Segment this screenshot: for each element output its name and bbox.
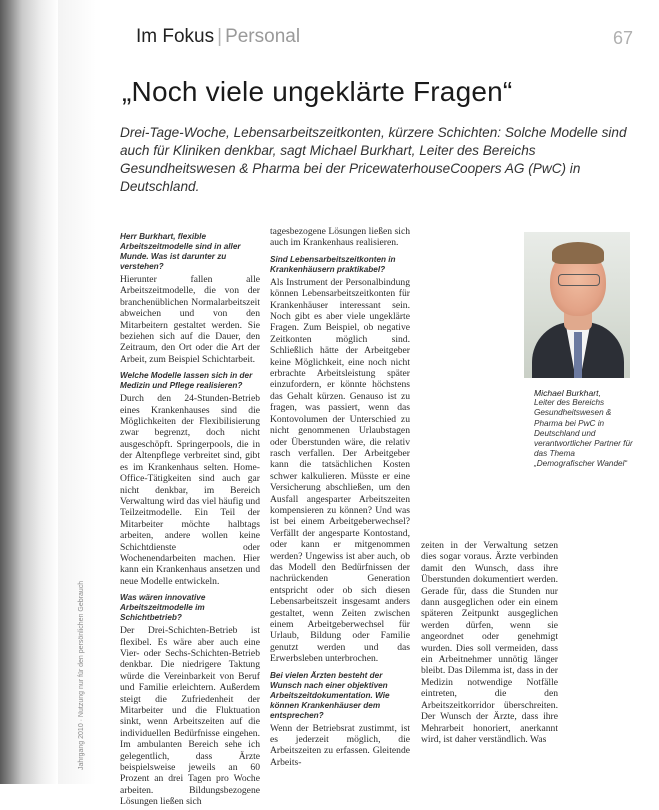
section-category: Personal <box>225 26 301 47</box>
interview-question: Welche Modelle lassen sich in der Medizin und Pflege realisieren? <box>120 371 253 391</box>
text-column-3 <box>421 540 558 747</box>
interview-question: Was wären innovative Arbeitszeitmodelle im Schichtbetrieb? <box>120 593 206 623</box>
article-intro: Drei-Tage-Woche, Lebensarbeitszeitkonten, kürzere Schichten: Solche Modelle sind auch für Kliniken denkbar, sagt Michael Burkhart, Leiter des Bereichs Gesundheitswesen & Pharma bei der PricewaterhouseCoopers AG (PwC) in Deutschland. <box>120 125 627 194</box>
book-spine-shadow <box>0 0 58 784</box>
article-headline: „Noch viele ungeklärte Fragen“ <box>122 76 513 107</box>
magazine-page <box>96 0 659 808</box>
interview-question: Sind Lebensarbeitszeitkonten in Krankenhäusern praktikabel? <box>270 254 396 274</box>
interview-question: Bei vielen Ärzten besteht der Wunsch nach einer objektiven Arbeitszeitdokumentation. Wie können Krankenhäuser dem entsprechen? <box>270 670 390 720</box>
section-header <box>136 26 300 48</box>
interview-answer: Hierunter fallen alle Arbeitszeitmodelle, die von der branchenüblichen Normalarbeitszeit abweichen und von den Mitarbeitern gestaltet werden. Sie beziehen sich auf die Dauer, den Zeitraum, den Ort oder die Art der Arbeit, zum Beispiel Schichtarbeit. <box>120 274 260 365</box>
interview-question: Herr Burkhart, flexible Arbeitszeitmodelle sind in aller Munde. Was ist darunter zu verstehen? <box>120 232 241 271</box>
caption-text: Leiter des Bereichs Gesundheitswesen & Pharma bei PwC in Deutschland und verantwortlicher Partner für das Thema „Demografischer Wandel“ <box>534 398 633 469</box>
interview-answer: Wenn der Betriebsrat zustimmt, ist es jederzeit möglich, die Arbeitszeiten zu erfassen. Gleitende Arbeits- <box>270 722 410 768</box>
text-column-1 <box>120 226 260 810</box>
side-note <box>78 470 92 770</box>
section-title: Im Fokus <box>136 26 215 47</box>
interview-answer: tagesbezogene Lösungen ließen sich auch im Krankenhaus realisieren. <box>270 226 410 249</box>
photo-glasses <box>558 274 600 286</box>
photo-tie <box>574 332 582 378</box>
interview-answer: Durch den 24-Stunden-Betrieb eines Krankenhauses sind die Möglichkeiten der Flexibilisierung zwar begrenzt, doch nicht ausgeschöpft. Springerpools, die in der Altenpflege verbreitet sind, gibt es im Krankenhaus selten. Home-Office-Tätigkeiten sind auch gar nicht denkbar, im Bereich Verwaltung wird das viel häufig und Teilzeitmodelle. Ein Teil der Mitarbeiter möchte halbtags arbeiten, andere wollen keine Schichtdienste oder Wochenendarbeiten machen. Hier kann ein Krankenhaus ansetzen und neue Modelle entwickeln. <box>120 393 260 587</box>
side-note-text: Jahrgang 2010 · Nutzung nur für den persönlichen Gebrauch <box>78 580 85 770</box>
interview-answer: zeiten in der Verwaltung setzen dies sogar voraus. Ärzte verbinden damit den Wunsch, dass ihre Überstunden dokumentiert werden. Gerade für, dass die Stunden nur dann ausgeglichen oder ein einem späteren Zeitpunkt ausgeglichen werden dürfen, wenn sie angeordnet oder genehmigt wurden. Dies soll vermeiden, dass ein Arbeitnehmer unnötig länger bleibt. Das Dilemma ist, dass in der Medizin notwendige Notfälle eintreten, die den Arbeitszeitkorridor überschreiten. Der Wunsch der Ärzte, dass ihre Mehrarbeit honoriert, anerkannt wird, ist daher verständlich. Was <box>421 540 558 745</box>
portrait-photo <box>524 232 630 378</box>
text-column-2 <box>270 226 410 770</box>
photo-caption <box>534 388 634 470</box>
caption-name: Michael Burkhart, <box>534 388 601 398</box>
photo-hair <box>552 242 604 264</box>
interview-answer: Als Instrument der Personalbindung können Lebensarbeitszeitkonten für Krankenhäuser interessant sein. Noch gibt es aber viele ungeklärte Fragen. Zum Beispiel, ob negative Zeitkonten möglich sind. Schließlich hätte der Arbeitgeber keine Möglichkeit, eine noch nicht erbrachte Arbeitsleistung später einzufordern, er könnte höchstens das Gehalt kürzen. Genauso ist zu fragen, was passiert, wenn das Kontovolumen der Unterschied zu nicht genommenen Urlaubstagen oder Überstunden wäre, die relativ rasch verfallen. Der Arbeitgeber kann die tatsächlichen Kosten schwer kalkulieren. Müsste er eine Versicherung abschließen, um den Ausfall angesparter Arbeitszeiten kompensieren zu können? Und was ist bei einem Arbeitgeberwechsel? Verfällt der angesparte Kontostand, oder kann er mitgenommen werden? Ungewiss ist aber auch, ob das Modell den Bedürfnissen der nachrückenden Generation entspricht oder ob sich diesen Lebensarbeitszeit insgesamt anders gestaltet, wenn Zeiten zwischen einem Arbeitgeberwechsel für Urlaub, Bildung oder Familie genutzt werden und das Erwerbsleben unterbrochen. <box>270 276 410 665</box>
page-number: 67 <box>612 28 633 48</box>
header-separator: | <box>217 26 223 47</box>
interview-answer: Der Drei-Schichten-Betrieb ist flexibel. Es wäre aber auch eine Vier- oder Sechs-Schichten-Betrieb denkbar. Die niedrigere Taktung würde die Vereinbarkeit von Beruf und Familie erleichtern. Außerdem steigt die Zufriedenheit der Mitarbeiter und die Fluktuation sinkt, wenn Arbeitszeiten auf die individuellen Bedürfnisse eingehen. Im ambulanten Bereich sehe ich gelegentlich, dass Ärzte beispielsweise jeweils an 60 Prozent an drei Tagen pro Woche arbeiten. Bildungsbezogene Lösungen ließen sich <box>120 625 260 808</box>
